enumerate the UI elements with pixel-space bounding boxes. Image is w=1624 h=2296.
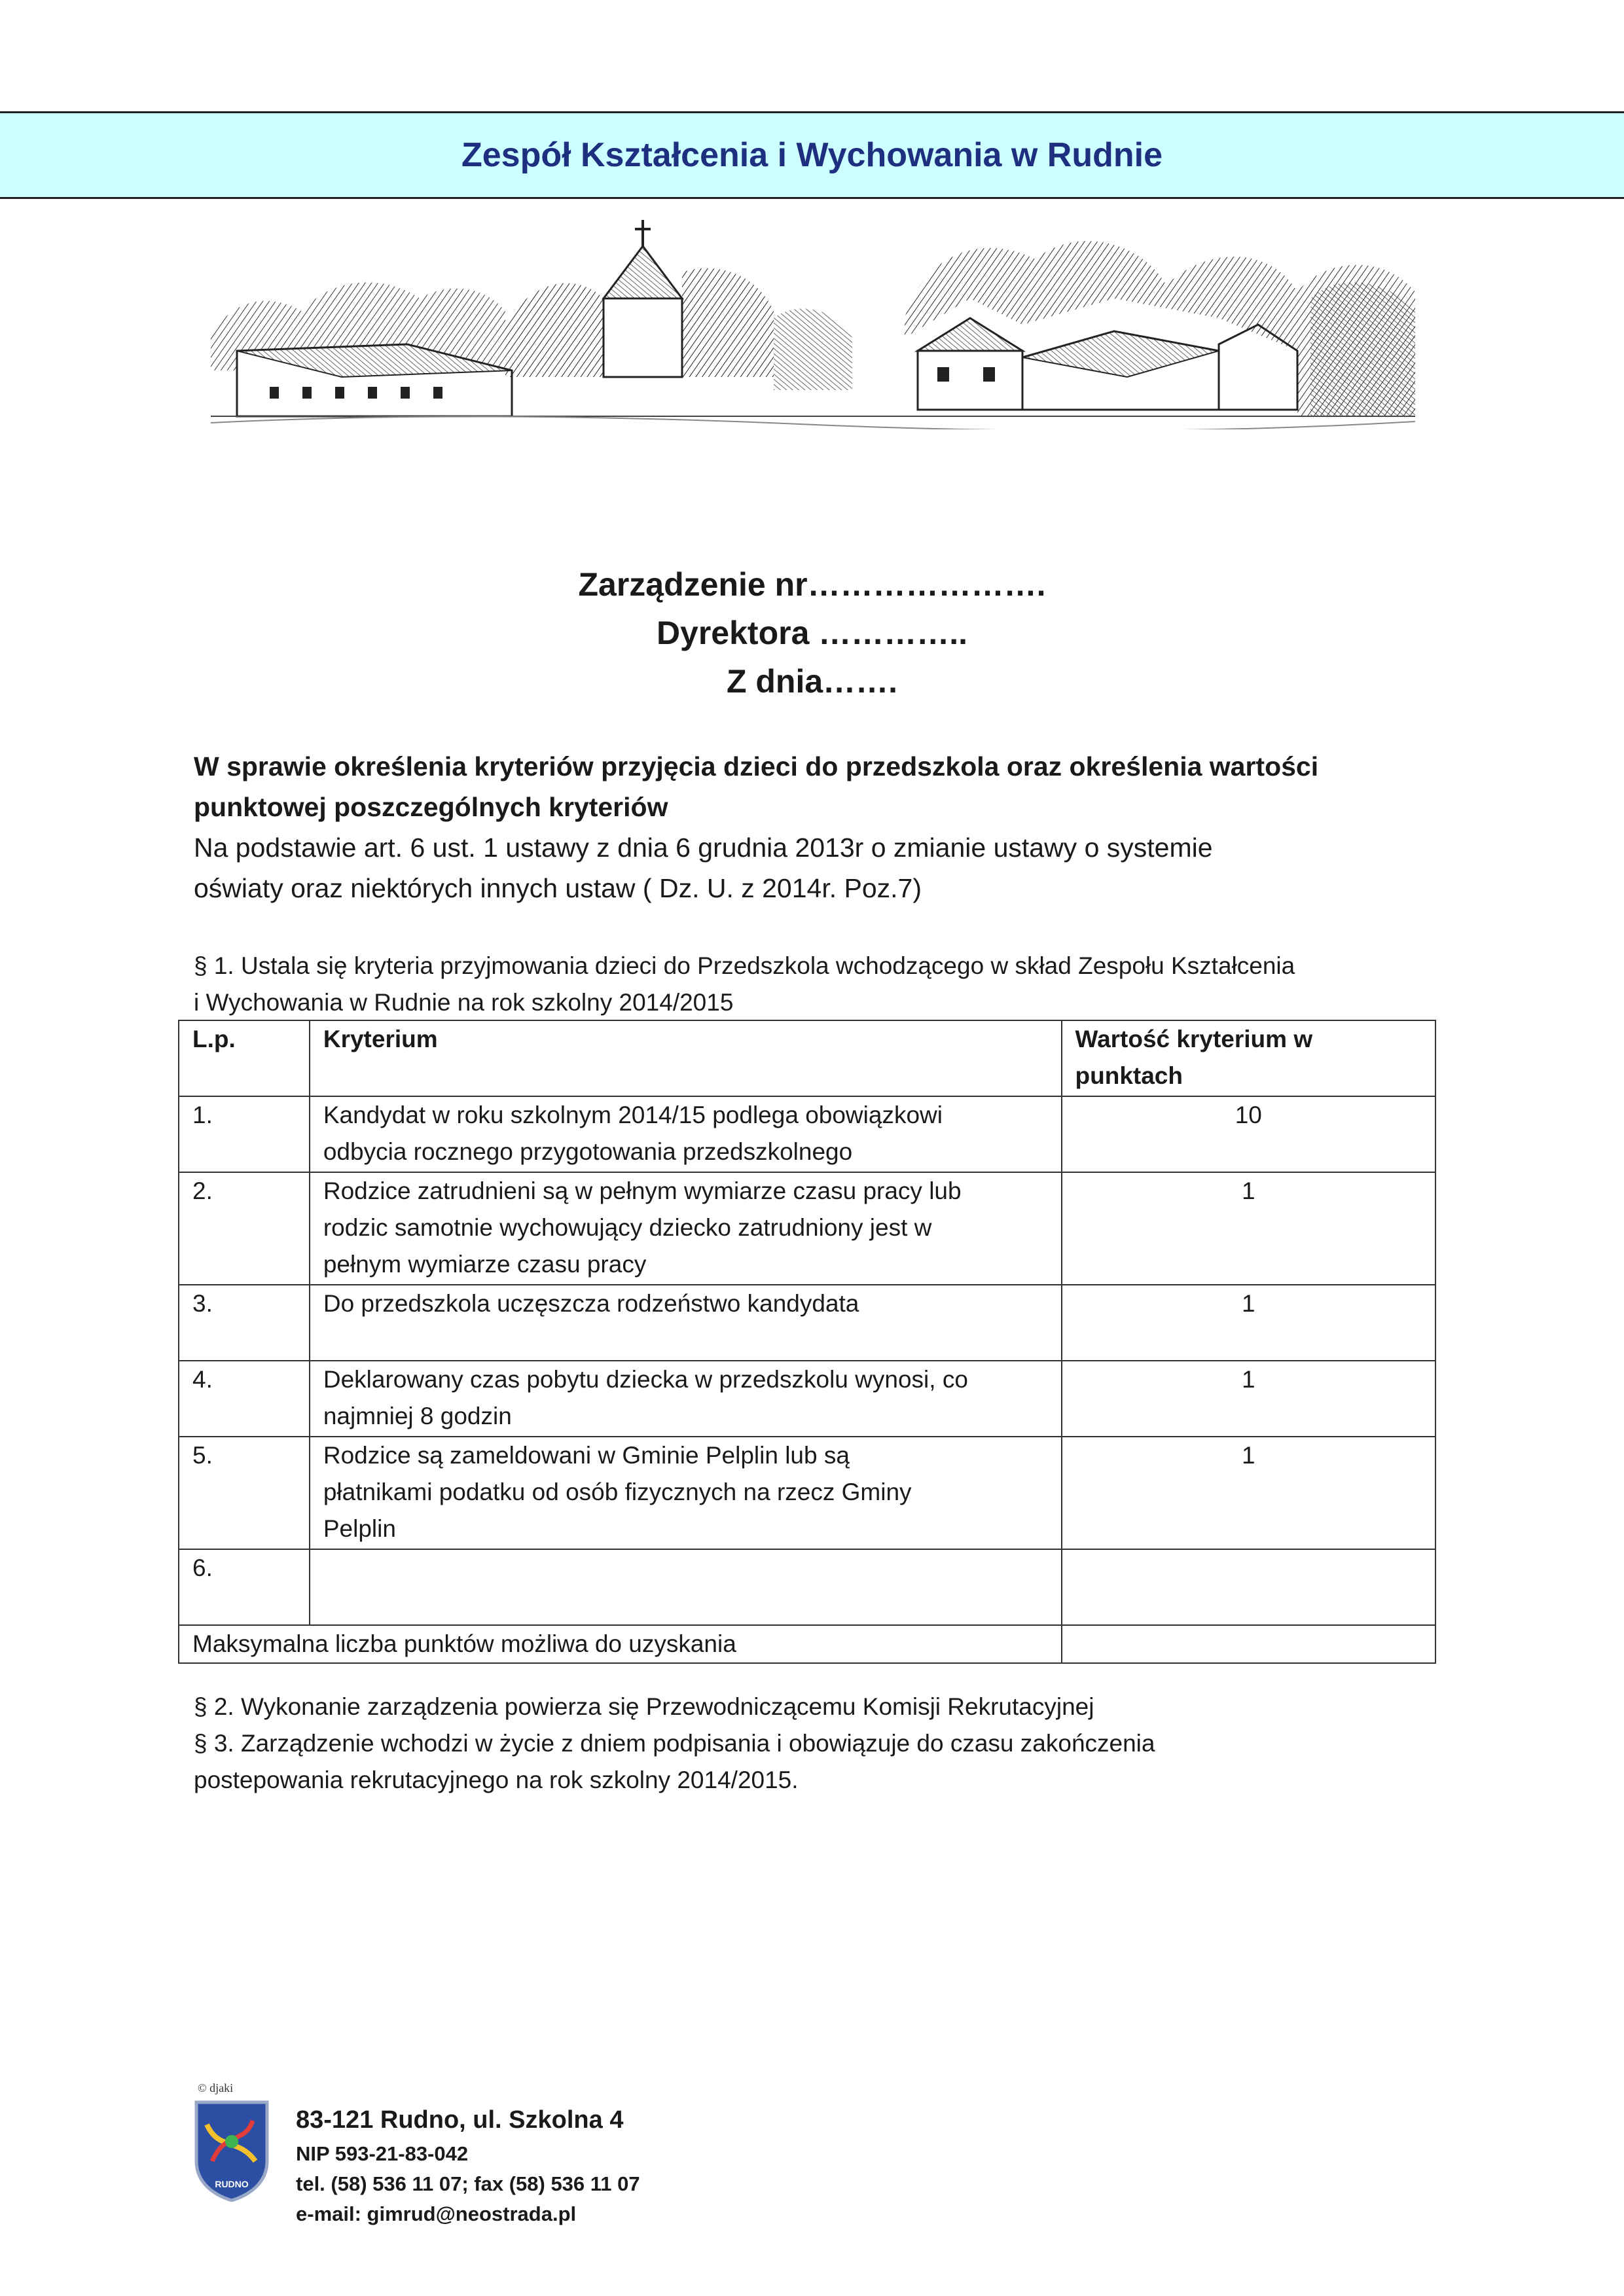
criterion-line: Do przedszkola uczęszcza rodzeństwo kandydata — [323, 1290, 859, 1317]
closing-sections — [194, 1689, 1437, 1799]
table-row — [179, 1172, 1435, 1285]
table-row — [179, 1285, 1435, 1361]
section-3-line-2: postepowania rekrutacyjnego na rok szkolny 2014/2015. — [194, 1767, 799, 1793]
row-criterion — [310, 1549, 1062, 1625]
footer-address: 83-121 Rudno, ul. Szkolna 4 — [296, 2106, 624, 2134]
footer-phone: tel. (58) 536 11 07; fax (58) 536 11 07 — [296, 2172, 640, 2195]
date-line: Z dnia……. — [726, 663, 898, 700]
legal-basis — [194, 827, 1437, 908]
ordinance-heading — [0, 560, 1624, 706]
table-row — [179, 1549, 1435, 1625]
header-lp: L.p. — [179, 1020, 310, 1096]
table-header-row — [179, 1020, 1435, 1096]
logo-copyright: © djaki — [198, 2081, 234, 2094]
table-total-row — [179, 1625, 1435, 1663]
subject-line-2: punktowej poszczególnych kryteriów — [194, 792, 668, 822]
row-value: 10 — [1062, 1096, 1435, 1172]
row-lp: 4. — [179, 1361, 310, 1437]
header-criterion: Kryterium — [310, 1020, 1062, 1096]
criterion-line: pełnym wymiarze czasu pracy — [323, 1251, 647, 1278]
ordinance-number: Zarządzenie nr…………………. — [578, 566, 1046, 603]
criterion-line: rodzic samotnie wychowujący dziecko zatrudniony jest w — [323, 1214, 932, 1241]
criterion-line: Rodzice są zameldowani w Gminie Pelplin lub są — [323, 1442, 850, 1469]
footer-contact — [296, 2101, 640, 2229]
criteria-table — [178, 1020, 1436, 1664]
section-3-line-1: § 3. Zarządzenie wchodzi w życie z dniem podpisania i obowiązuje do czasu zakończenia — [194, 1730, 1155, 1757]
footer-nip: NIP 593-21-83-042 — [296, 2142, 469, 2165]
director-line: Dyrektora ………….. — [656, 615, 968, 651]
header-value-line-1: Wartość kryterium w — [1075, 1026, 1313, 1052]
school-crest-icon — [192, 2098, 271, 2202]
section-1-paragraph — [194, 948, 1437, 1021]
criterion-line: Rodzice zatrudnieni są w pełnym wymiarze czasu pracy lub — [323, 1177, 962, 1204]
criterion-line: najmniej 8 godzin — [323, 1403, 512, 1429]
row-lp: 1. — [179, 1096, 310, 1172]
criterion-line: Deklarowany czas pobytu dziecka w przedszkolu wynosi, co — [323, 1366, 968, 1393]
table-row — [179, 1096, 1435, 1172]
header-band — [0, 111, 1624, 199]
criterion-line: odbycia rocznego przygotowania przedszkolnego — [323, 1138, 853, 1165]
village-sketch-illustration — [211, 220, 1415, 429]
header-value-line-2: punktach — [1075, 1062, 1183, 1089]
school-name-title: Zespół Kształcenia i Wychowania w Rudnie — [461, 136, 1163, 174]
table-row — [179, 1361, 1435, 1437]
row-value: 1 — [1062, 1437, 1435, 1549]
section-2-text: § 2. Wykonanie zarządzenia powierza się Przewodniczącemu Komisji Rekrutacyjnej — [194, 1693, 1094, 1720]
subject-line-1: W sprawie określenia kryteriów przyjęcia dzieci do przedszkola oraz określenia wartości — [194, 751, 1319, 781]
section-1-line-1: § 1. Ustala się kryteria przyjmowania dzieci do Przedszkola wchodzącego w skład Zespołu Kształcenia — [194, 952, 1295, 979]
row-value: 1 — [1062, 1172, 1435, 1285]
basis-line-1: Na podstawie art. 6 ust. 1 ustawy z dnia 6 grudnia 2013r o zmianie ustawy o systemie — [194, 833, 1213, 863]
row-value — [1062, 1549, 1435, 1625]
criterion-line: Kandydat w roku szkolnym 2014/15 podlega obowiązkowi — [323, 1102, 943, 1128]
total-label: Maksymalna liczba punktów możliwa do uzyskania — [179, 1625, 1062, 1663]
row-value: 1 — [1062, 1285, 1435, 1361]
row-criterion — [310, 1172, 1062, 1285]
subject-bold — [194, 746, 1437, 827]
footer-email: e-mail: gimrud@neostrada.pl — [296, 2202, 577, 2225]
header-value — [1062, 1020, 1435, 1096]
row-lp: 5. — [179, 1437, 310, 1549]
row-criterion — [310, 1361, 1062, 1437]
row-lp: 6. — [179, 1549, 310, 1625]
total-value — [1062, 1625, 1435, 1663]
row-lp: 2. — [179, 1172, 310, 1285]
svg-text:RUDNO: RUDNO — [215, 2179, 249, 2189]
section-1-line-2: i Wychowania w Rudnie na rok szkolny 2014/2015 — [194, 989, 734, 1016]
row-value: 1 — [1062, 1361, 1435, 1437]
row-criterion — [310, 1285, 1062, 1361]
basis-line-2: oświaty oraz niektórych innych ustaw ( Dz. U. z 2014r. Poz.7) — [194, 873, 922, 903]
criterion-line: płatnikami podatku od osób fizycznych na rzecz Gminy — [323, 1479, 912, 1505]
row-criterion — [310, 1096, 1062, 1172]
table-row — [179, 1437, 1435, 1549]
criterion-line: Pelplin — [323, 1515, 396, 1542]
row-lp: 3. — [179, 1285, 310, 1361]
row-criterion — [310, 1437, 1062, 1549]
